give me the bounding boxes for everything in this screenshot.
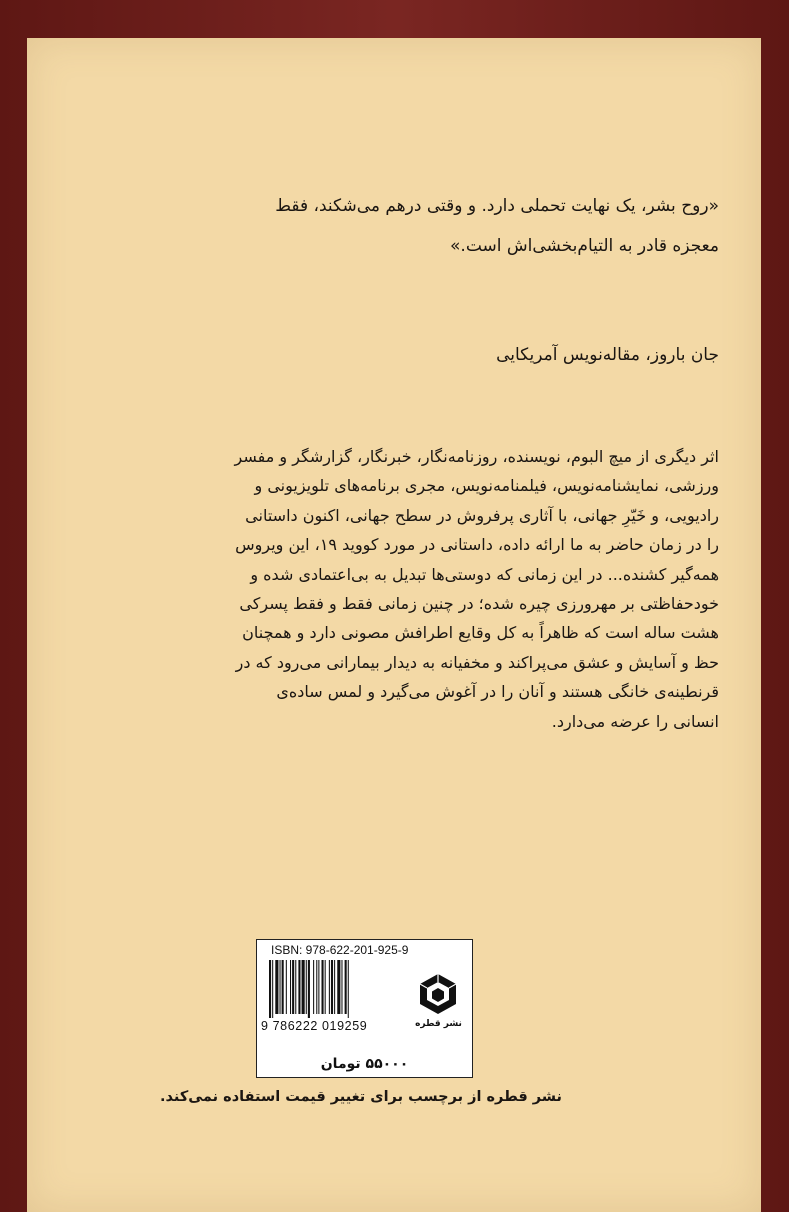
price-label: ۵۵۰۰۰ تومان [256, 1051, 473, 1078]
description-line: رادیویی، و خَیّرِ جهانی، با آثاری پرفروش در سطح جهانی، اکنون داستانی [245, 505, 719, 525]
description-line: قرنطینه‌ی خانگی هستند و آنان را در آغوش می‌گیرد و لمس ساده‌ی [276, 682, 719, 702]
description-line: را در زمان حاضر به ما ارائه داده، داستانی در مورد کووید ۱۹، این ویروس [235, 535, 719, 555]
price-notice: نشر قطره از برچسب برای تغییر قیمت استفاده نمی‌کند. [160, 1089, 562, 1105]
description-line: ورزشی، نمایشنامه‌نویس، فیلمنامه‌نویس، مجری برنامه‌های تلویزیونی و [254, 476, 719, 496]
description-line: خودحفاظتی بر مهرورزی چیره شده؛ در چنین زمانی فقط و فقط پسرکی [239, 594, 719, 614]
barcode-bars [269, 960, 407, 1018]
book-description [129, 442, 719, 736]
epigraph-quote [99, 186, 719, 266]
description-line: همه‌گیر کشنده... در این زمانی که دوستی‌ها تبدیل به بی‌اعتمادی شده و [250, 564, 719, 584]
description-line: اثر دیگری از میچ البوم، نویسنده، روزنامه‌نگار، خبرنگار، گزارشگر و مفسر [234, 447, 719, 466]
quote-author: جان باروز، مقاله‌نویس آمریکایی [496, 345, 719, 365]
description-line: حظ و آسایش و عشق می‌پراکند و مخفیانه به دیدار بیمارانی می‌رود که در [235, 652, 719, 672]
barcode-digits: 9 786222 019259 [261, 1019, 368, 1033]
description-line: هشت ساله است که ظاهراً به کل وقایع اطرافش مصونی دارد و همچنان [242, 623, 719, 643]
barcode-box [256, 939, 473, 1053]
publisher-name-small: نشر قطره [415, 1019, 462, 1029]
quote-line: معجزه قادر به التیام‌بخشی‌اش است.» [450, 236, 719, 256]
quote-line: «روح بشر، یک نهایت تحملی دارد. و وقتی درهم می‌شکند، فقط [275, 196, 719, 216]
isbn-label: ISBN: 978-622-201-925-9 [271, 943, 409, 957]
ghatreh-logo-icon [417, 972, 459, 1016]
description-line: انسانی را عرضه می‌دارد. [551, 711, 719, 731]
